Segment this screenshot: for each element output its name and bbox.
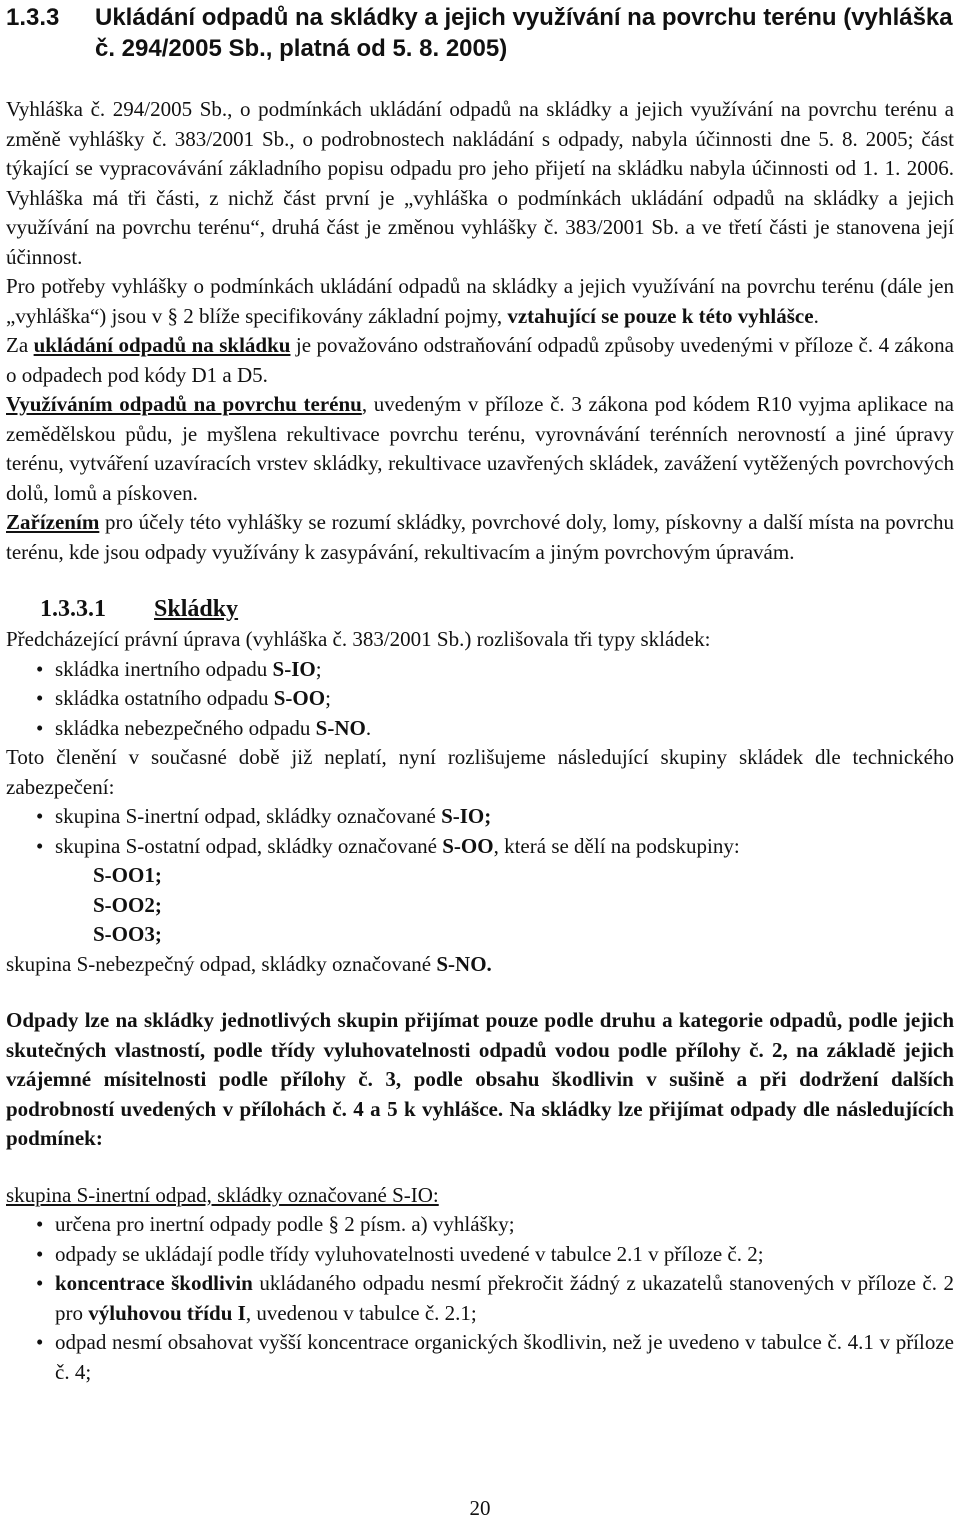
item-code: S-IO [272,656,316,681]
intro-paragraph-5 [6,508,954,567]
subgroups-list [6,861,954,950]
list-item [6,714,954,744]
section-number: 1.3.3 [6,4,60,31]
subgroup-code: S-OO2; [93,892,162,917]
p4-text: , uvedeným v příloze č. 3 zákona pod kódem R10 vyjma aplikace na zemědělskou půdu, je myšlena rekultivace povrchu terénu, vyrovnávání terénních nerovností a jiné úpravy terénu, vytváření uzavíracích vrstev skládky, rekultivace uzavřených skládek, zavážení vytěžených povrchových dolů, lomů a pískoven. [6,392,954,505]
conditions-list [6,1210,954,1387]
p2-text: Pro potřeby vyhlášky o podmínkách ukládání odpadů na skládky a jejich využívání na povrchu terénu (dále jen „vyhláška“) jsou v § 2 blíže specifikovány základní pojmy, [6,274,954,328]
item-text: skládka ostatního odpadu [55,686,274,710]
subsection-heading [40,594,954,625]
item-end: ; [315,656,322,681]
item-text: skládka inertního odpadu [55,656,273,681]
last-group-code: S-NO. [436,951,492,976]
list-item [6,684,954,714]
list-item: • odpady se ukládají podle třídy vyluhovatelnosti uvedené v tabulce 2.1 v příloze č. 2; [6,1240,954,1270]
p3-text: je považováno odstraňování odpadů způsoby uvedenými v příloze č. 4 zákona o odpadech pod kódy D1 a D5. [6,333,954,387]
intro-paragraph-1: Vyhláška č. 294/2005 Sb., o podmínkách ukládání odpadů na skládky a jejich využívání na povrchu terénu a změně vyhlášky č. 383/2001 Sb., o podrobnostech nakládání s odpady, nabyla účinnosti dne 5. 8. 2005; část týkající se vypracovávání základního popisu odpadu pro jeho přijetí na skládku nabyla účinnosti od 1. 1. 2006. Vyhláška má tři části, z nichž část první je „vyhláška o podmínkách ukládání odpadů na skládky a jejich využívání na povrchu terénu“, druhá část je změnou vyhlášky č. 383/2001 Sb. a ve třetí části je stanovena její účinnost. [6,97,954,269]
term-vyuzivani: Využíváním odpadů na povrchu terénu [6,392,362,416]
list-item: • odpad nesmí obsahovat vyšší koncentrace organických škodlivin, než je uvedeno v tabulce č. 4.1 v příloze č. 4; [6,1328,954,1387]
intro-paragraph-3 [6,331,954,390]
subgroup-code: S-OO3; [93,922,162,946]
p3-pre: Za [6,333,34,357]
item-code: S-OO [442,833,494,858]
item-code: S-NO [315,715,366,740]
item-text: skupina S-inertní odpad, skládky označované [55,804,442,828]
item-end: . [365,715,372,740]
spacer [6,1154,954,1181]
item-end: ; [325,686,331,710]
subgroup-code: S-OO1; [93,863,162,887]
section-title: Ukládání odpadů na skládky a jejich využívání na povrchu terénu (vyhláška č. 294/2005 Sb., platná od 5. 8. 2005) [95,4,953,62]
last-group-text: skupina S-nebezpečný odpad, skládky označované [6,951,437,976]
division-paragraph: Toto členění v současné době již neplatí, nyní rozlišujeme následující skupiny skládek dle technického zabezpečení: [6,745,954,799]
section-heading [6,0,954,64]
intro-paragraph-4 [6,390,954,508]
list-item [6,655,954,685]
list-item [6,1269,954,1328]
group-heading: skupina S-inertní odpad, skládky označované S-IO: [6,1182,439,1207]
p2-end: . [813,303,819,328]
groups-list [6,802,954,861]
item-text: ukládaného odpadu nesmí překročit žádný z ukazatelů stanovených v příloze č. 2 pro [55,1271,954,1325]
subsection-number: 1.3.3.1 [40,596,106,622]
item-code: S-OO [273,686,326,710]
item-bold: koncentrace škodlivin [55,1271,253,1295]
term-ukladani: ukládání odpadů na skládku [33,333,291,357]
list-item [6,832,954,862]
spacer [6,979,954,1006]
term-zarizeni: Zařízením [6,510,100,534]
p5-text: pro účely této vyhlášky se rozumí skládky, povrchové doly, lomy, pískovny a další místa na povrchu terénu, kde jsou odpady využívány k zasypávání, rekultivacím a jiným povrchovým úpravám. [6,510,954,564]
item-end: , která se dělí na podskupiny: [493,833,740,858]
item-bold: výluhovou třídu I [88,1300,246,1325]
item-text: skupina S-ostatní odpad, skládky označované [55,833,443,858]
subsection-lead: Předcházející právní úprava (vyhláška č. 383/2001 Sb.) rozlišovala tři typy skládek: [6,627,711,651]
page-number: 20 [469,1496,491,1520]
p2-bold: vztahující se pouze k této vyhlášce [507,303,814,328]
page-content [6,0,954,1387]
list-item [6,802,954,832]
subsection-title: Skládky [154,596,239,622]
list-item: • určena pro inertní odpady podle § 2 písm. a) vyhlášky; [6,1210,954,1240]
old-types-list [6,655,954,744]
item-text: skládka nebezpečného odpadu [55,715,316,740]
intro-paragraph-2 [6,272,954,331]
conditions-paragraph: Odpady lze na skládky jednotlivých skupin přijímat pouze podle druhu a kategorie odpadů, podle jejich skutečných vlastností, podle třídy vyluhovatelnosti odpadů vodou podle přílohy č. 2, na základě jejich vzájemné mísitelnosti podle přílohy č. 3, podle obsahu škodlivin v sušině a při dodržení dalších podrobností uvedených v přílohách č. 4 a 5 k vyhlášce. Na skládky lze přijímat odpady dle následujících podmínek: [6,1008,954,1150]
item-code: S-IO; [441,804,492,828]
last-group [6,950,954,980]
item-end: , uvedenou v tabulce č. 2.1; [245,1300,477,1325]
